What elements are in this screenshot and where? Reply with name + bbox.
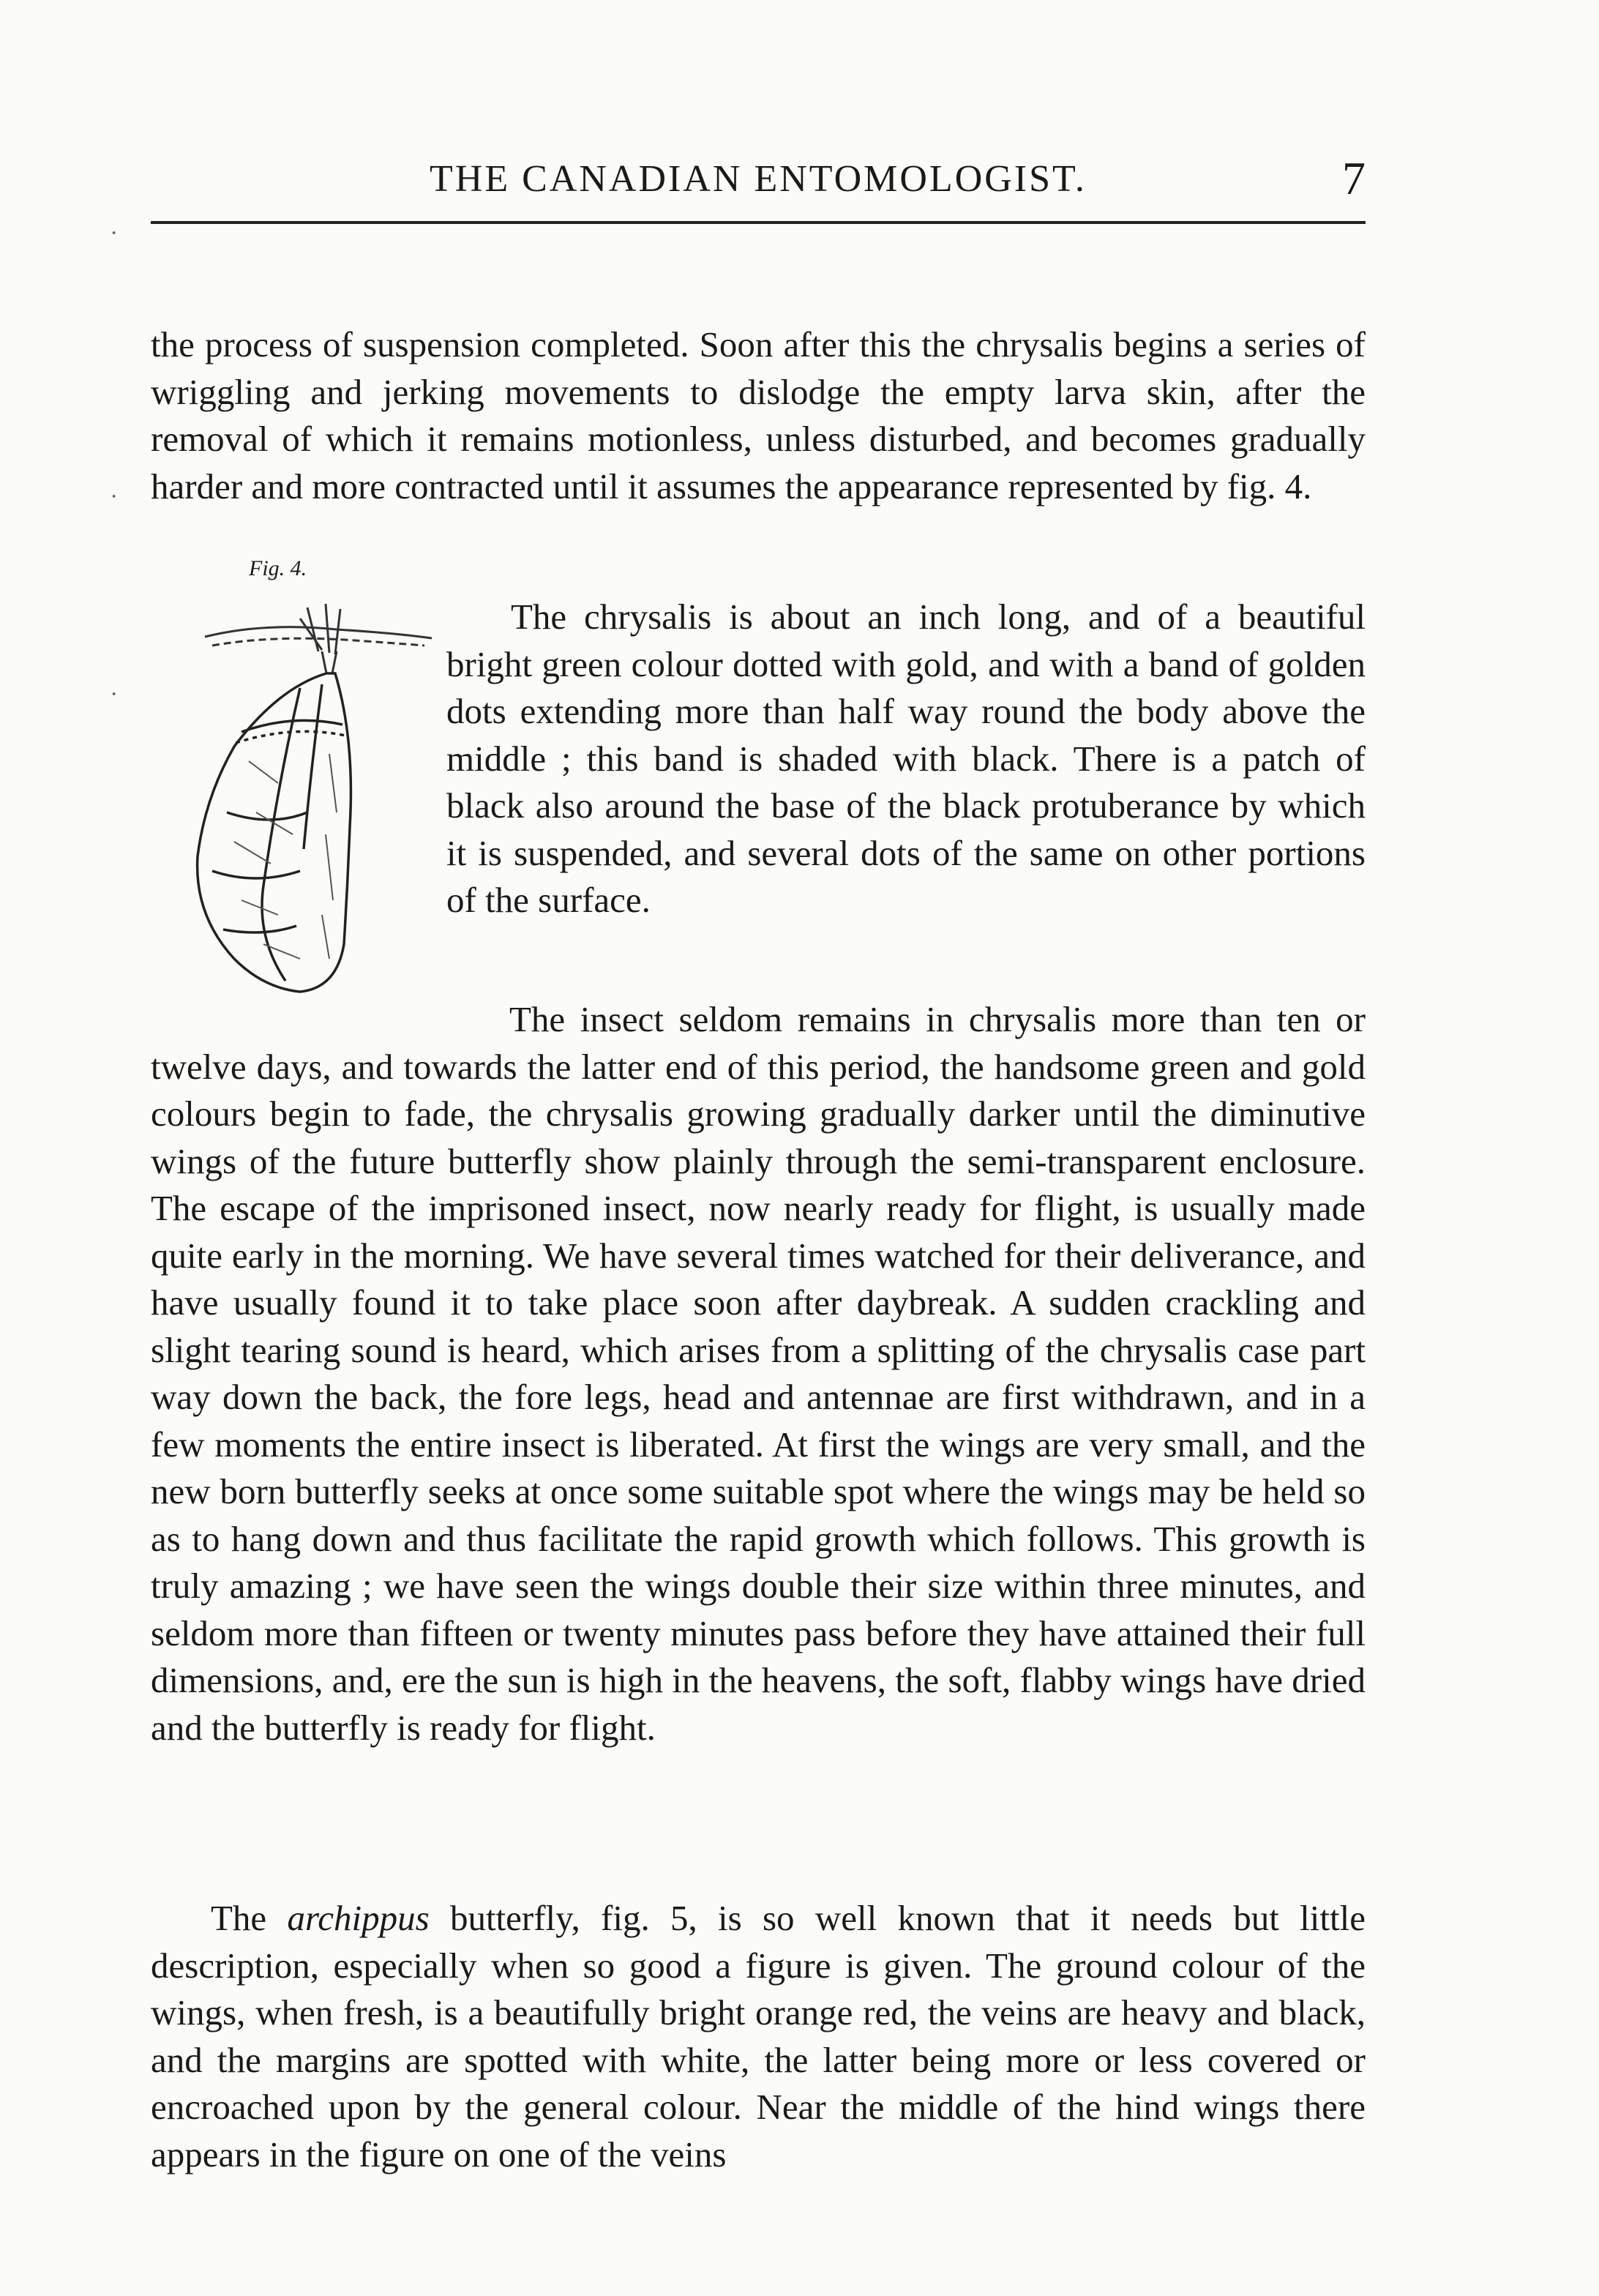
- page-header: [151, 152, 1366, 216]
- paragraph-top: the process of suspension completed. Soon after this the chrysalis begins a series of wriggling and jerking movements to dislodge the empty larva skin, after the removal of which it remains motionless, unless disturbed, and becomes gradually harder and more contracted until it assumes the appearance represented by fig. 4.: [151, 324, 1366, 506]
- margin-mark: ·: [110, 483, 119, 510]
- margin-mark: ·: [110, 220, 119, 247]
- paragraph-archippus: [151, 1895, 1366, 2178]
- chrysalis-illustration: [154, 593, 461, 1003]
- archippus-italic: archippus: [287, 1898, 430, 1938]
- archippus-rest: butterfly, fig. 5, is so well known that it needs but little description, especially when so good a figure is given. The ground colour of the wings, when fresh, is a beautifully bright orange red, the veins are heavy and black, and the margins are spotted with white, the latter being more or less covered or encroached upon by the general colour. Near the middle of the hind wings there appears in the figure on one of the veins: [151, 1898, 1366, 2175]
- running-title: THE CANADIAN ENTOMOLOGIST.: [430, 158, 1087, 200]
- paragraph-emergence: The insect seldom remains in chrysalis more than ten or twelve days, and towards the latter end of this period, the handsome green and gold colours begin to fade, the chrysalis growing gradually darker until the diminutive wings of the future butterfly show plainly through the semi-transparent enclosure. The escape of the imprisoned insect, now nearly ready for flight, is usually made quite early in the morning. We have several times watched for their deliverance, and have usually found it to take place soon after daybreak. A sudden crackling and slight tearing sound is heard, which arises from a splitting of the chrysalis case part way down the back, the fore legs, head and antennae are first withdrawn, and in a few moments the entire insect is liberated. At first the wings are very small, and the new born butterfly seeks at once some suitable spot where the wings may be held so as to hang down and thus facilitate the rapid growth which follows. This growth is truly amazing ; we have seen the wings double their size within three minutes, and seldom more than fifteen or twenty minutes pass before they have attained their full dimensions, and, ere the sun is high in the heavens, the soft, flabby wings have dried and the butterfly is ready for flight.: [151, 999, 1366, 1748]
- figure-label: Fig. 4.: [249, 556, 307, 580]
- archippus-lead: The: [211, 1898, 288, 1938]
- header-rule: [151, 221, 1366, 224]
- margin-mark: ·: [110, 681, 119, 708]
- figure-chrysalis: [154, 556, 461, 1010]
- page-number: 7: [1342, 152, 1366, 204]
- paragraph-figure-description: The chrysalis is about an inch long, and of a beautiful bright green colour dotted with gold, and with a band of golden dots extending more than half way round the body above the middle ; this band is shaded with black. There is a patch of black also around the base of the black protuberance by which it is suspended, and several dots of the same on other portions of the surface.: [446, 597, 1366, 920]
